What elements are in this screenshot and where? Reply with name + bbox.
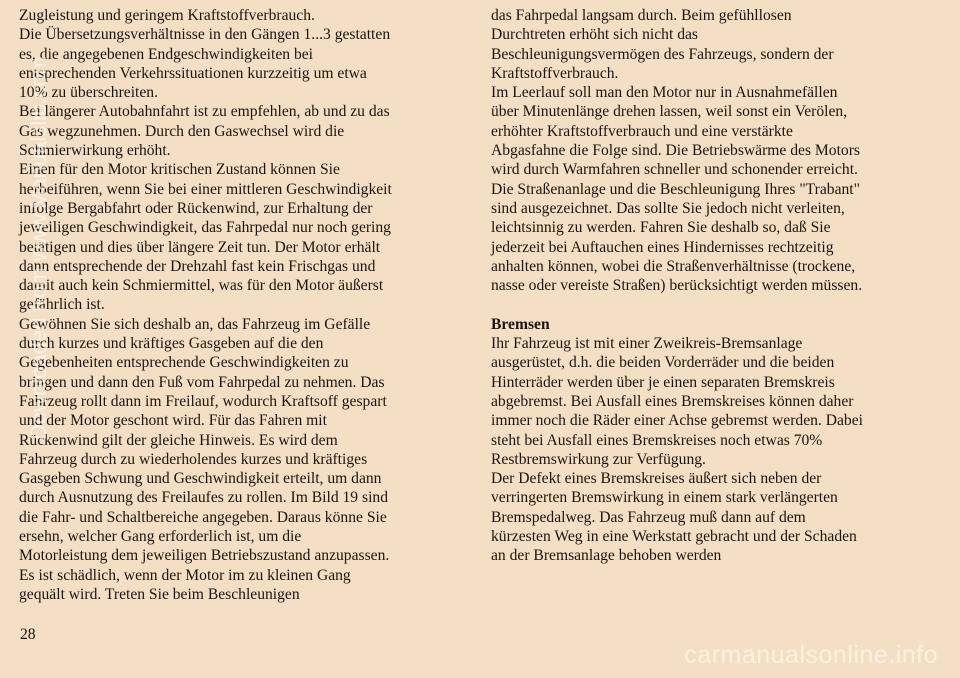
paragraph: Der Defekt eines Bremskreises äußert sich neben der verringerten Bremswirkung in einem stark verlängerten Bremspedalweg. Das Fahrzeug muß dann auf dem kürzesten Weg in eine Werkstatt gebracht und der Schaden an der Bremsanlage behoben werden	[491, 470, 857, 565]
paragraph: Gewöhnen Sie sich deshalb an, das Fahrzeug im Gefälle durch kurzes und kräftiges Gasgeben auf die den Gegebenheiten entsprechende Geschwindigkeiten zu bringen und dann den Fuß vom Fahrpedal zu nehmen. Das Fahrzeug rollt dann im Freilauf, wodurch Kraftsoff gespart und der Motor geschont wird. Für das Fahren mit Rückenwind gilt der gleiche Hinweis. Es wird dem Fahrzeug durch zu wiederholendes kurzes und kräftiges Gasgeben Schwung und Geschwindigkeit erteilt, um dann durch Ausnutzung des Freilaufes zu rollen. Im Bild 19 sind die Fahr- und Schaltbereiche angegeben. Daraus könne Sie ersehn, welcher Gang erforderlich ist, um die Motorleistung dem jeweiligen Betriebszustand anzupassen. Es ist schädlich, wenn der Motor im zu kleinen Gang gequält wird. Treten Sie beim Beschleunigen	[19, 315, 390, 603]
watermark-side: Downloaded from www.Manualslib.com	[26, 56, 51, 440]
paragraph: Ihr Fahrzeug ist mit einer Zweikreis-Bremsanlage ausgerüstet, d.h. die beiden Vorderräder und die beiden Hinterräder werden über je einen separaten Bremskreis abgebremst. Bei Ausfall eines Bremskreises können daher immer noch die Räder einer Achse gebremst werden. Dabei steht bei Ausfall eines Bremskreises noch etwas 70% Restbremswirkung zur Verfügung.	[491, 335, 863, 468]
paragraph: Bei längerer Autobahnfahrt ist zu empfehlen, ab und zu das Gas wegzunehmen. Durch den Gaswechsel wird die Schmierwirkung erhöht.	[19, 103, 390, 160]
paragraph: Zugleistung und geringem Kraftstoffverbrauch.	[19, 7, 315, 24]
section-heading-bremsen: Bremsen	[491, 315, 550, 333]
watermark-bottom: carmanualsonline.info	[684, 641, 938, 669]
paragraph: Einen für den Motor kritischen Zustand können Sie herbeiführen, wenn Sie bei einer mittleren Geschwindigkeit infolge Bergabfahrt oder Rückenwind, zur Erhaltung der jeweiligen Geschwindigkeit, das Fahrpedal nur noch gering betätigen und dies über längere Zeit tun. Der Motor erhält dann entsprechende der Drehzahl fast kein Frischgas und damit auch kein Schmiermittel, was für den Motor äußerst gefährlich ist.	[19, 161, 392, 314]
paragraph: Die Übersetzungsverhältnisse in den Gängen 1...3 gestatten es, die angegebenen Endgeschwindigkeiten bei entsprechenden Verkehrssituationen kurzzeitig um etwa 10% zu überschreiten.	[19, 26, 391, 102]
left-column	[19, 6, 477, 604]
paragraph: das Fahrpedal langsam durch. Beim gefühllosen Durchtreten erhöht sich nicht das Beschleunigungsvermögen des Fahrzeugs, sondern der Kraftstoffverbrauch.	[491, 7, 834, 82]
page-number: 28	[20, 626, 36, 643]
paragraph: Im Leerlauf soll man den Motor nur in Ausnahmefällen über Minutenlänge drehen lassen, weil sonst ein Verölen, erhöhter Kraftstoffverbrauch und eine verstärkte Abgasfahne die Folge sind. Die Betriebswärme des Motors wird durch Warmfahren schneller und schonender erreicht. Die Straßenanlage und die Beschleunigung Ihres "Trabant" sind ausgezeichnet. Das sollte Sie jedoch nicht verleiten, leichtsinnig zu werden. Fahren Sie deshalb so, daß Sie jederzeit bei Auftauchen eines Hindernisses rechtzeitig anhalten können, wobei die Straßenverhältnisse (trockene, nasse oder vereiste Straßen) berücksichtigt werden müssen.	[491, 84, 863, 295]
right-column	[491, 6, 946, 566]
